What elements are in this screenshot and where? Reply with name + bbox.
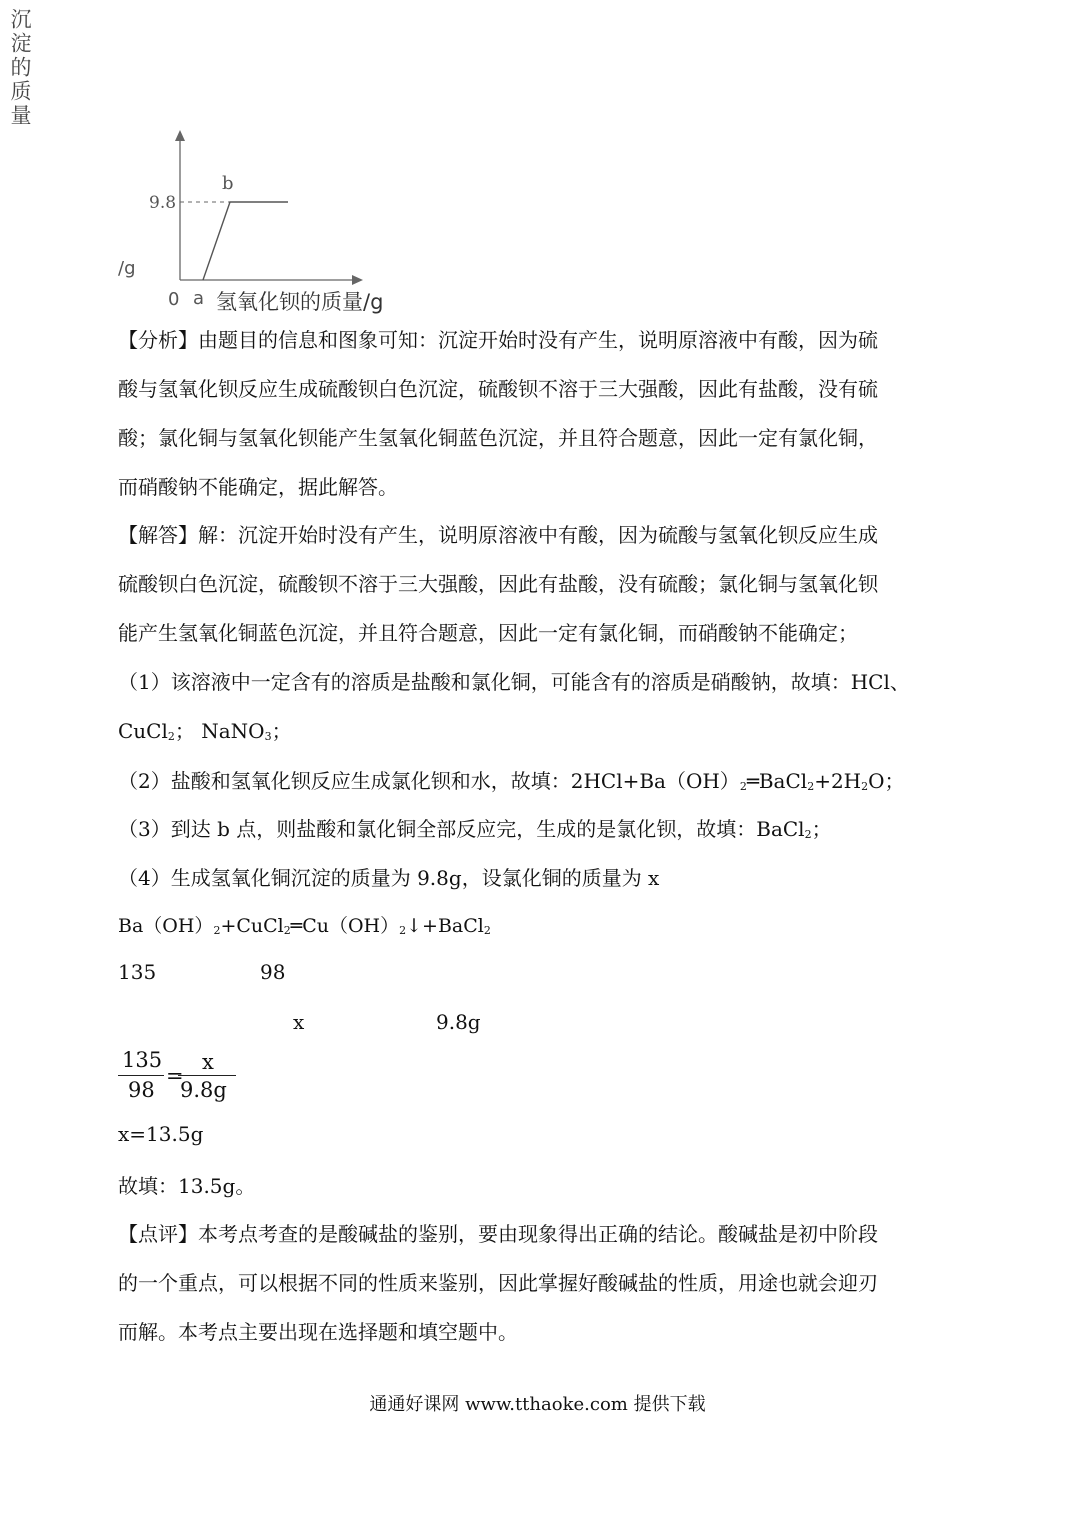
comment-line: 而解。本考点主要出现在选择题和填空题中。: [118, 1320, 518, 1344]
y-tick-9-8: 9.8: [149, 193, 177, 213]
answer-line-q1: （1）该溶液中一定含有的溶质是盐酸和氯化铜，可能含有的溶质是硝酸钠，故填：HCl、: [118, 670, 910, 694]
ylabel-char: 的: [8, 56, 32, 80]
formula-part: ； NaNO: [174, 719, 265, 743]
eq-part: +CuCl: [220, 915, 284, 937]
frac-den-right: 9.8g: [180, 1078, 227, 1102]
ylabel-char: 量: [8, 104, 32, 128]
series-line: [203, 202, 288, 280]
ylabel-char: 淀: [8, 32, 32, 56]
molar-mass-cucl2: 135: [118, 960, 157, 984]
answer-q1-continued: [118, 715, 292, 744]
eq-part: ═Cu（OH）: [290, 915, 400, 937]
chart-ylabel: [6, 8, 34, 128]
chart-xlabel: 氢氧化钡的质量/g: [216, 290, 384, 314]
y-axis-arrow: [175, 130, 185, 141]
analysis-line: 酸与氢氧化钡反应生成硫酸钡白色沉淀，硫酸钡不溶于三大强酸，因此有盐酸，没有硫: [118, 377, 878, 401]
unknown-x: x: [293, 1010, 305, 1034]
text-part: ═BaCl: [746, 769, 808, 793]
analysis-line: 酸；氯化铜与氢氧化钡能产生氢氧化铜蓝色沉淀，并且符合题意，因此一定有氯化铜，: [118, 426, 878, 450]
answer-q4: （4）生成氢氧化铜沉淀的质量为 9.8g，设氯化铜的质量为 x: [118, 866, 660, 890]
subscript: 2: [399, 924, 407, 937]
point-label-b: b: [222, 173, 234, 194]
ylabel-unit: /g: [118, 258, 136, 279]
comment-line: 【点评】本考点考查的是酸碱盐的鉴别，要由现象得出正确的结论。酸碱盐是初中阶段: [118, 1222, 878, 1246]
origin-label: 0: [168, 289, 180, 310]
answer-q3: [118, 813, 832, 842]
text-part: （2）盐酸和氢氧化钡反应生成氯化钡和水，故填：2HCl+Ba（OH）: [118, 769, 740, 793]
answer-line: 【解答】解：沉淀开始时没有产生，说明原溶液中有酸，因为硫酸与氢氧化钡反应生成: [118, 523, 878, 547]
x-axis-arrow: [352, 275, 363, 285]
subscript: 2: [213, 924, 221, 937]
frac-equals: =: [166, 1064, 184, 1088]
ylabel-char: 沉: [8, 8, 32, 32]
text-part: （3）到达 b 点，则盐酸和氯化铜全部反应完，生成的是氯化钡，故填：BaCl: [118, 817, 805, 841]
chemical-equation: [118, 911, 491, 938]
page-footer: 通通好课网 www.tthaoke.com 提供下载: [369, 1394, 706, 1415]
ylabel-char: 质: [8, 80, 32, 104]
frac-num-left: 135: [122, 1048, 163, 1072]
proportion-equation: [118, 1048, 248, 1108]
comment-line: 的一个重点，可以根据不同的性质来鉴别，因此掌握好酸碱盐的性质，用途也就会迎刃: [118, 1271, 878, 1295]
subscript: 2: [804, 828, 812, 841]
answer-line: 硫酸钡白色沉淀，硫酸钡不溶于三大强酸，因此有盐酸，没有硫酸；氯化铜与氢氧化钡: [118, 572, 878, 596]
eq-part: ↓+BaCl: [406, 915, 484, 937]
frac-num-right: x: [202, 1050, 214, 1074]
text-part: O；: [868, 769, 905, 793]
result-line: x=13.5g: [118, 1122, 204, 1146]
eq-part: Ba（OH）: [118, 915, 214, 937]
answer-line: 能产生氢氧化铜蓝色沉淀，并且符合题意，因此一定有氯化铜，而硝酸钠不能确定；: [118, 621, 858, 645]
subscript: 2: [167, 730, 175, 743]
subscript: 2: [283, 924, 291, 937]
subscript: 2: [739, 780, 747, 793]
frac-bar-left: [118, 1075, 164, 1076]
frac-den-left: 98: [128, 1078, 155, 1102]
molar-mass-cuoh2: 98: [260, 960, 286, 984]
known-mass: 9.8g: [436, 1010, 481, 1034]
subscript: 2: [483, 924, 491, 937]
subscript: 2: [861, 780, 869, 793]
analysis-line: 【分析】由题目的信息和图象可知：沉淀开始时没有产生，说明原溶液中有酸，因为硫: [118, 328, 878, 352]
fill-answer: 故填：13.5g。: [118, 1174, 256, 1198]
answer-q2: [118, 765, 905, 794]
text-part: ；: [811, 817, 832, 841]
text-part: +2H: [814, 769, 862, 793]
formula-part: ；: [271, 719, 292, 743]
precipitate-chart: [140, 125, 380, 290]
subscript: 2: [807, 780, 815, 793]
formula-part: CuCl: [118, 719, 168, 743]
analysis-line: 而硝酸钠不能确定，据此解答。: [118, 475, 398, 499]
frac-bar-right: [178, 1075, 236, 1076]
x-point-a: a: [193, 288, 205, 309]
subscript: 3: [264, 730, 272, 743]
